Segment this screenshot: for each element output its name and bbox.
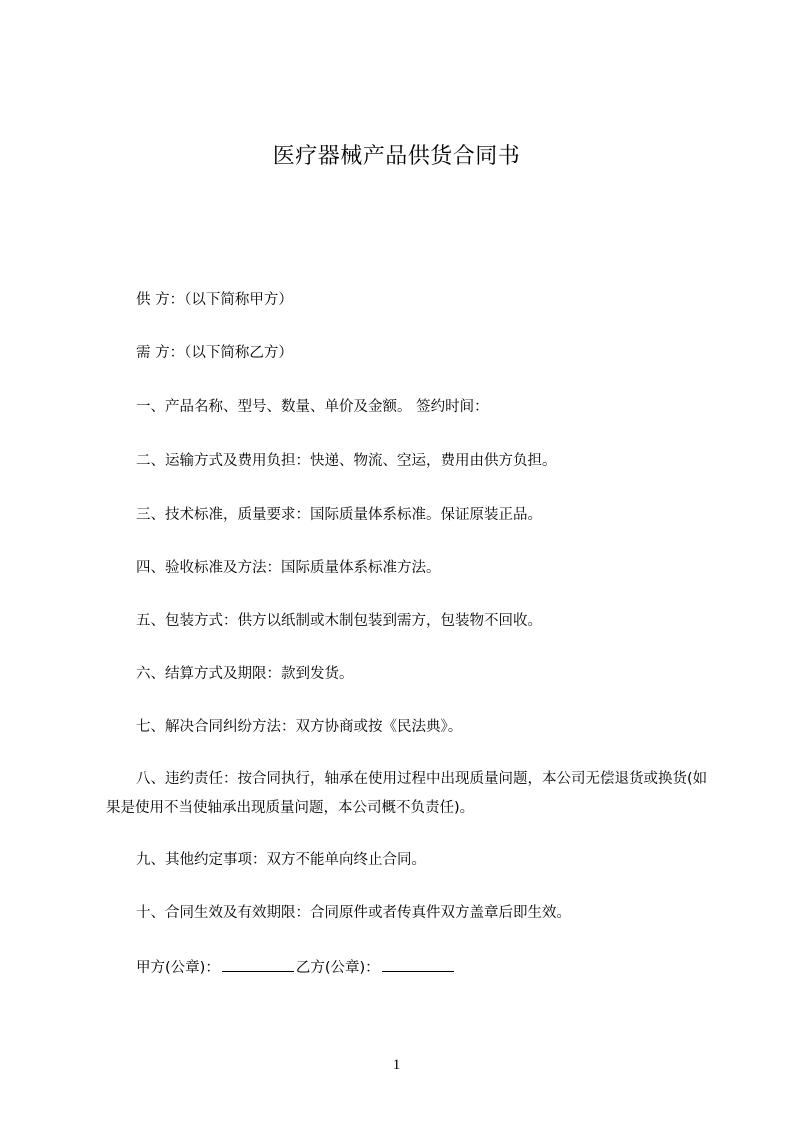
clause-8: 八、违约责任：按合同执行，轴承在使用过程中出现质量问题，本公司无偿退货或换货(如果是使用不当使轴承出现质量问题，本公司概不负责任)。: [106, 771, 708, 816]
clause-6: 六、结算方式及期限：款到发货。: [136, 666, 354, 682]
clause-7: 七、解决合同纠纷方法：双方协商或按《民法典》。: [136, 719, 463, 735]
signature-line: [136, 957, 456, 979]
clause-2: 二、运输方式及费用负担：快递、物流、空运，费用由供方负担。: [136, 453, 557, 469]
clause-9: 九、其他约定事项：双方不能单向终止合同。: [136, 852, 426, 868]
clause-10: 十、合同生效及有效期限：合同原件或者传真件双方盖章后即生效。: [136, 905, 571, 921]
clause-4: 四、验收标准及方法：国际质量体系标准方法。: [136, 560, 441, 576]
buyer-line: 需 方：（以下简称乙方）: [136, 345, 293, 361]
clause-5: 五、包装方式：供方以纸制或木制包装到需方，包装物不回收。: [136, 613, 542, 629]
document-title: 医疗器械产品供货合同书: [272, 144, 521, 169]
party-a-seal-blank: [222, 957, 294, 972]
supplier-line: 供 方：（以下简称甲方）: [136, 292, 293, 308]
party-b-seal-blank: [382, 957, 454, 972]
party-b-seal-label: 乙方(公章)：: [295, 960, 380, 976]
party-a-seal-label: 甲方(公章)：: [136, 960, 220, 976]
clause-3: 三、技术标准，质量要求：国际质量体系标准。保证原装正品。: [136, 507, 542, 523]
clause-1: 一、产品名称、型号、数量、单价及金额。 签约时间：: [136, 399, 489, 415]
page-number: 1: [392, 1057, 401, 1073]
